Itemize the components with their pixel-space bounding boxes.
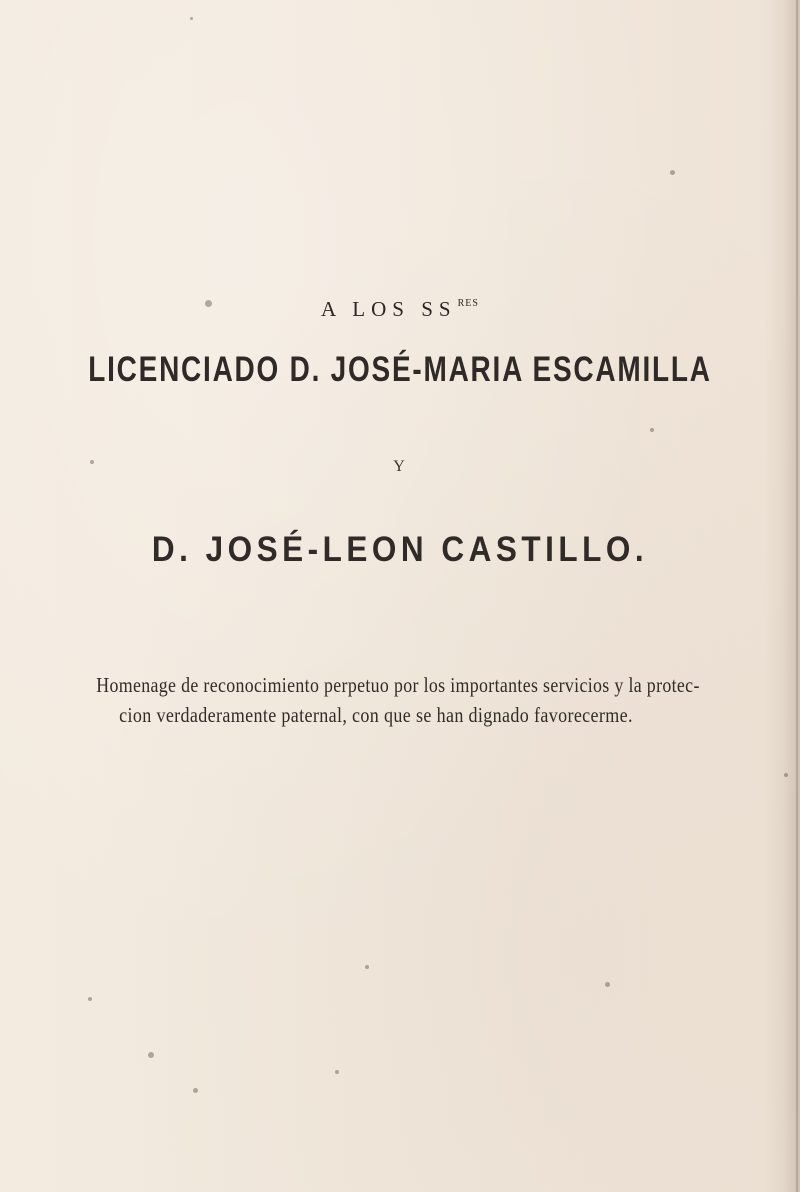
foxing-spot <box>605 982 610 987</box>
foxing-spot <box>784 773 788 777</box>
spine-edge <box>796 0 798 1192</box>
dedicatee-name-2: D. JOSÉ-LEON CASTILLO. <box>151 530 649 569</box>
homage-line-2: cion verdaderamente paternal, con que se han dignado favorecerme. <box>119 703 633 727</box>
foxing-spot <box>335 1070 339 1074</box>
dedication-heading-text: A LOS SS <box>321 297 457 321</box>
foxing-spot <box>193 1088 198 1093</box>
homage-paragraph <box>0 670 800 730</box>
foxing-spot <box>190 17 193 20</box>
homage-line-1: Homenage de reconocimiento perpetuo por los importantes servicios y la protec- <box>96 673 700 697</box>
bleed-through-decoration <box>160 600 170 647</box>
foxing-spot <box>88 997 92 1001</box>
dedicatee-name-1: LICENCIADO D. JOSÉ-MARIA ESCAMILLA <box>88 350 712 389</box>
foxing-spot <box>365 965 369 969</box>
spine-shadow <box>764 0 800 1192</box>
foxing-spot <box>650 428 654 432</box>
dedication-heading-superscript: RES <box>457 298 479 309</box>
foxing-spot <box>670 170 675 175</box>
foxing-spot <box>148 1052 154 1058</box>
dedication-heading <box>0 297 800 322</box>
conjunction: Y <box>393 458 407 475</box>
